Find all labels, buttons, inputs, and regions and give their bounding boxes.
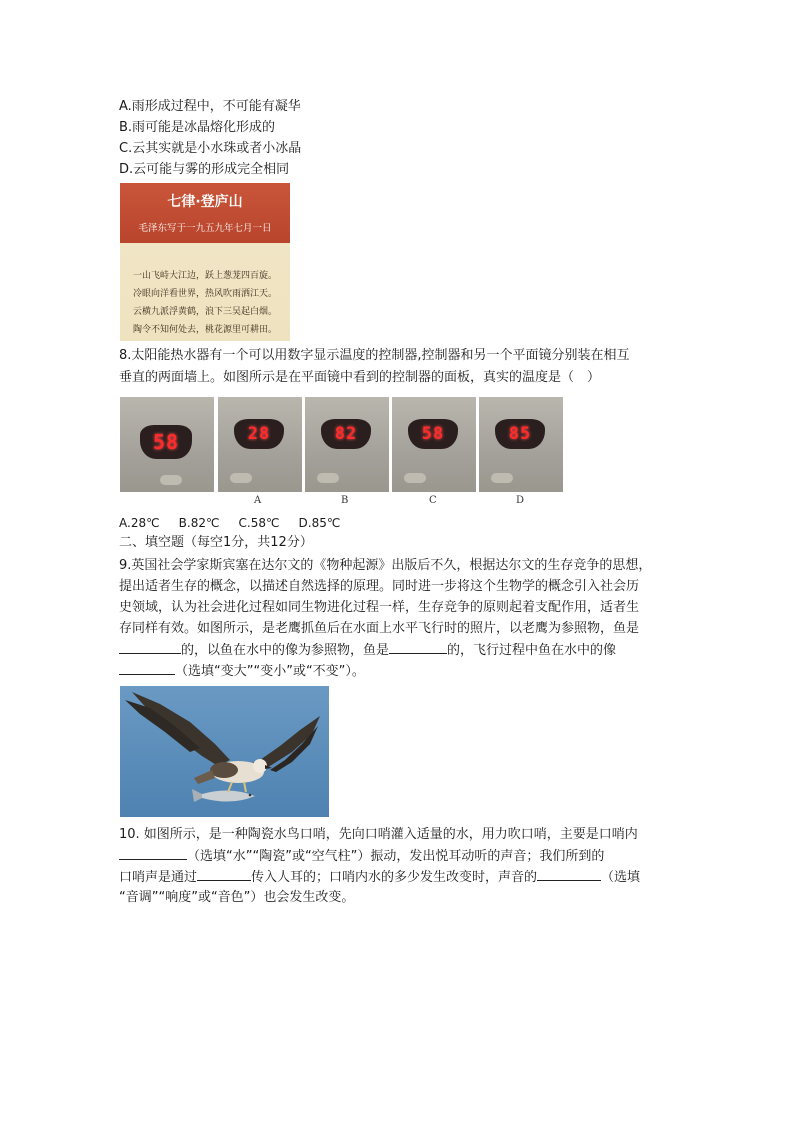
option-d: D.云可能与雾的形成完全相同	[119, 162, 290, 177]
temperature-display	[495, 419, 545, 449]
display-digits: 58	[152, 430, 180, 454]
q9-fragment: （选填“变大”“变小”或“不变”）。	[175, 664, 365, 679]
poem-title: 七律·登庐山	[167, 194, 243, 210]
poem-image	[120, 183, 290, 341]
q9-line: 存同样有效。如图所示，是老鹰抓鱼后在水面上水平飞行时的照片，以老鹰为参照物，鱼是	[119, 621, 640, 636]
answer-b: B.82℃	[178, 516, 220, 530]
answer-blank[interactable]	[537, 867, 601, 881]
q9-line: 9.英国社会学家斯宾塞在达尔文的《物种起源》出版后不久，根据达尔文的生存竞争的思想，	[119, 558, 652, 573]
poem-line: 云横九派浮黄鹤，浪下三吴起白烟。	[132, 307, 277, 317]
brand-logo-icon	[317, 473, 339, 483]
option-c: C.云其实就是小水珠或者小冰晶	[119, 141, 302, 156]
brand-logo-icon	[404, 473, 426, 483]
heater-panel-b	[305, 397, 389, 492]
heater-panel-d	[479, 397, 563, 492]
q9-line	[119, 640, 616, 661]
q8-answers	[119, 513, 340, 533]
poem-line: 陶令不知何处去，桃花源里可耕田。	[132, 325, 277, 335]
brand-logo-icon	[230, 473, 252, 483]
option-b: B.雨可能是冰晶熔化形成的	[119, 120, 276, 135]
eagle-icon	[120, 686, 329, 817]
answer-blank[interactable]	[389, 640, 447, 654]
answer-c: C.58℃	[238, 516, 280, 530]
display-digits: 85	[508, 424, 532, 444]
q10-line: 10. 如图所示，是一种陶瓷水鸟口哨，先向口哨灌入适量的水，用力吹口哨，主要是口哨内	[119, 827, 638, 842]
option-a: A.雨形成过程中，不可能有凝华	[119, 99, 301, 114]
panel-label-b: B	[341, 495, 349, 506]
panel-label-d: D	[516, 495, 525, 506]
q8-text-line2: 垂直的两面墙上。如图所示是在平面镜中看到的控制器的面板，真实的温度是（ ）	[119, 370, 601, 385]
eagle-fish-photo	[120, 686, 329, 817]
panel-label-c: C	[429, 495, 437, 506]
q10-fragment: （选填“水”“陶瓷”或“空气柱”）振动，发出悦耳动听的声音；我们所到的	[187, 849, 605, 864]
q9-line	[119, 661, 365, 682]
answer-blank[interactable]	[197, 867, 251, 881]
display-digits: 82	[334, 424, 358, 444]
q10-fragment: （选填	[601, 870, 641, 885]
answer-d: D.85℃	[298, 516, 341, 530]
q10-fragment: 口哨声是通过	[119, 870, 198, 885]
q10-fragment: 传入人耳的；口哨内水的多少发生改变时，声音的	[251, 870, 538, 885]
poem-subtitle: 毛泽东写于一九五九年七月一日	[138, 223, 272, 234]
display-digits: 58	[421, 424, 445, 444]
temperature-display	[140, 425, 192, 459]
poem-line: 一山飞峙大江边，跃上葱茏四百旋。	[132, 271, 277, 281]
brand-logo-icon	[491, 473, 513, 483]
q10-line	[119, 846, 604, 867]
answer-blank[interactable]	[119, 640, 181, 654]
q9-fragment: 的，飞行过程中鱼在水中的像	[447, 643, 617, 658]
q10-line: “音调”“响度”或“音色”）也会发生改变。	[119, 890, 355, 905]
heater-panel-original	[120, 397, 214, 492]
temperature-display	[321, 419, 371, 449]
q10-line	[119, 867, 640, 888]
answer-blank[interactable]	[119, 661, 175, 675]
q9-line: 提出适者生存的概念，以描述自然选择的原理。同时进一步将这个生物学的概念引入社会历	[119, 579, 640, 594]
q8-text-line1: 8.太阳能热水器有一个可以用数字显示温度的控制器,控制器和另一个平面镜分别装在相互	[119, 348, 630, 363]
q9-line: 史领域，认为社会进化过程如同生物进化过程一样，生存竞争的原则起着支配作用，适者生	[119, 600, 640, 615]
heater-panel-c	[392, 397, 476, 492]
answer-blank[interactable]	[119, 846, 187, 860]
panel-label-a: A	[254, 495, 262, 506]
q9-fragment: 的，以鱼在水中的像为参照物，鱼是	[181, 643, 390, 658]
temperature-display	[234, 419, 284, 449]
temperature-display	[408, 419, 458, 449]
answer-a: A.28℃	[119, 516, 160, 530]
section-heading: 二、填空题（每空1分，共12分）	[119, 535, 313, 550]
brand-logo-icon	[160, 475, 182, 485]
display-digits: 28	[247, 424, 271, 444]
poem-line: 冷眼向洋看世界，热风吹雨洒江天。	[132, 289, 277, 299]
heater-panel-a	[218, 397, 302, 492]
